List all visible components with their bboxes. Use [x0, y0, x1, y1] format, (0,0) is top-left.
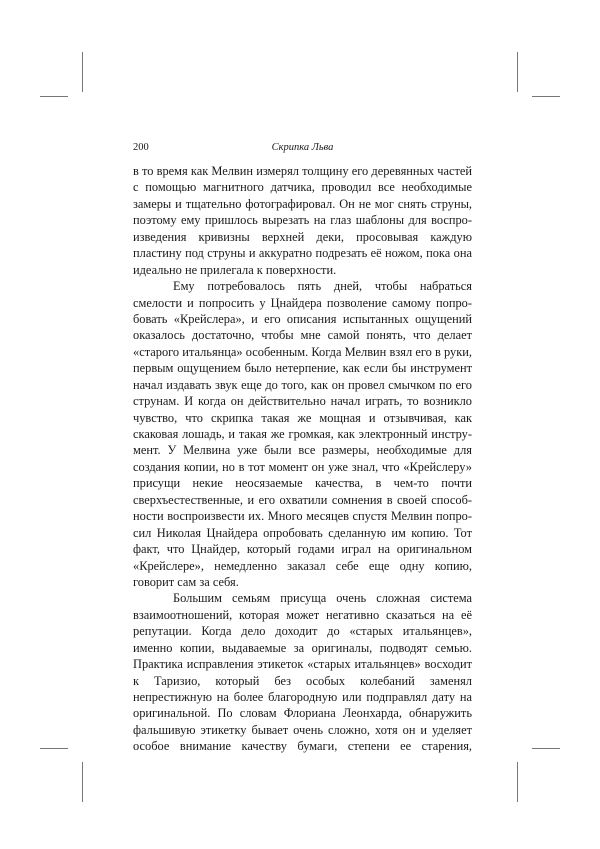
crop-mark — [517, 52, 518, 92]
text-line: сверхъестественные, и его охватили сомнения в своей способ- — [133, 492, 472, 507]
text-line: в то время как Мелвин измерял толщину его деревянных частей — [133, 164, 472, 178]
crop-mark — [82, 52, 83, 92]
crop-mark — [532, 748, 560, 749]
text-line: ности воспроизвести их. Много месяцев спустя Мелвин попро- — [133, 509, 472, 524]
text-line: «Крейслере», немедленно заказал себе еще одну копию, — [133, 558, 472, 573]
text-line: к Таризио, который без особых колебаний заменял — [133, 673, 472, 688]
body-text — [133, 163, 472, 755]
text-line: «старого итальянца» особенным. Когда Мелвин взял его в руки, — [133, 344, 472, 359]
text-line: идеально не прилегала к поверхности. — [133, 262, 337, 277]
text-line: Ему потребовалось пять дней, чтобы набраться — [173, 279, 472, 294]
crop-mark — [40, 748, 68, 749]
crop-mark — [40, 96, 68, 97]
text-line: факт, что Цнайдер, который годами играл на оригинальном — [133, 542, 472, 557]
crop-mark — [532, 96, 560, 97]
text-line: создания копии, но в тот момент он уже знал, что «Крейслеру» — [133, 459, 472, 474]
text-line: замеры и тщательно фотографировал. Он не мог снять струны, — [133, 196, 472, 211]
text-line: оригинальной. По словам Флориана Леонхарда, обнаружить — [133, 706, 472, 721]
text-line: присущи некие неосязаемые качества, в чем-то почти — [133, 476, 472, 491]
text-line: взаимоотношений, которая может негативно сказаться на её — [133, 607, 472, 622]
text-line: первым ощущением было нетерпение, как если бы инструмент — [133, 361, 472, 376]
crop-mark — [82, 762, 83, 802]
text-line: пластину под струны и аккуратно подрезать её ножом, пока она — [133, 246, 472, 261]
text-line: мент. У Мелвина уже были все размеры, необходимые для — [133, 443, 472, 458]
text-line: чувство, что скрипка такая же мощная и отзывчивая, как — [133, 410, 472, 425]
book-title: Скрипка Льва — [271, 142, 334, 153]
text-line: непрестижную на более благородную или подправлял дату на — [133, 690, 472, 704]
text-line: с помощью магнитного датчика, проводил все необходимые — [133, 180, 472, 195]
page-number: 200 — [133, 142, 149, 153]
text-line: бовать «Крейслера», и его описания испытанных ощущений — [133, 311, 472, 326]
running-head — [133, 141, 472, 155]
text-line: репутации. Когда дело доходит до «старых итальянцев», — [133, 624, 472, 639]
text-line: именно копии, выдаваемые за оригиналы, подводят семью. — [133, 640, 472, 655]
text-line: особое внимание качеству бумаги, степени ее старения, — [133, 739, 472, 754]
text-line: говорит сам за себя. — [133, 574, 239, 589]
text-line: сил Николая Цнайдера опробовать сделанную им копию. Тот — [133, 525, 472, 540]
text-line: изведения кривизны верхней деки, просовывая каждую — [133, 229, 472, 244]
text-line: начал издавать звук еще до того, как он провел смычком по его — [133, 377, 472, 392]
text-line: Практика исправления этикеток «старых итальянцев» восходит — [133, 657, 472, 672]
text-line: скаковая лошадь, и такая же громкая, как электронный инстру- — [133, 427, 472, 441]
text-line: фальшивую этикетку бывает очень сложно, хотя он и уделяет — [133, 722, 472, 737]
text-line: струнам. И когда он действительно начал играть, то возникло — [133, 394, 472, 409]
text-line: Большим семьям присуща очень сложная система — [173, 591, 472, 606]
text-line: поэтому ему пришлось вырезать на глаз шаблоны для воспро- — [133, 213, 472, 228]
text-line: оказалось достаточно, чтобы мне самой понять, что делает — [133, 328, 472, 343]
crop-mark — [517, 762, 518, 802]
text-line: смелости и попросить у Цнайдера позволение самому попро- — [133, 295, 472, 310]
